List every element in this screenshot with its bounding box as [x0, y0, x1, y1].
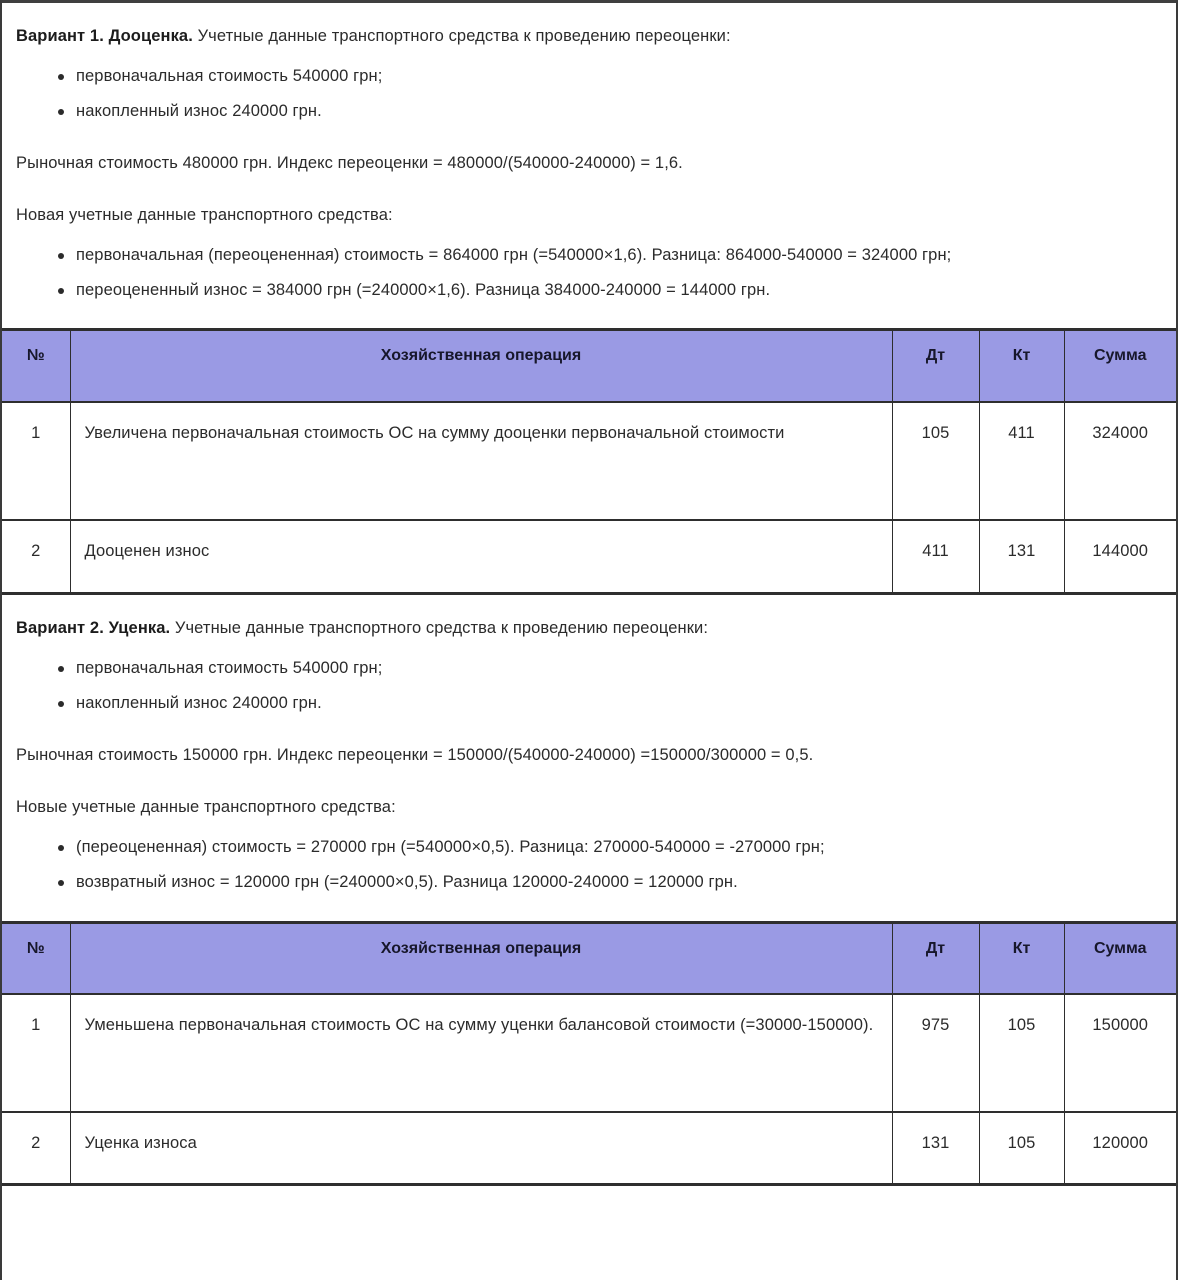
cell-debit: 975 [892, 994, 979, 1112]
variant-2-new-data-paragraph: Новые учетные данные транспортного средства: [16, 798, 396, 817]
variant-1-heading [16, 3, 1158, 49]
column-header-operation: Хозяйственная операция [70, 330, 892, 402]
variant-1-heading-rest: Учетные данные транспортного средства к проведению переоценки: [192, 27, 731, 45]
cell-sum: 324000 [1064, 402, 1176, 520]
cell-credit: 131 [979, 520, 1064, 594]
variant-2-heading-bold: Вариант 2. Уценка. [16, 619, 171, 638]
table-row [2, 1112, 1176, 1184]
variant-1-heading-bold: Вариант 1. Дооценка. [16, 27, 193, 45]
column-header-credit: Кт [979, 330, 1064, 402]
cell-debit: 131 [892, 1112, 979, 1184]
list-item: первоначальная (переоцененная) стоимость = 864000 грн (=540000×1,6). Разница: 864000-540000 = 324000 грн; [16, 244, 1158, 279]
column-header-sum: Сумма [1064, 330, 1176, 402]
cell-operation: Дооценен износ [70, 520, 892, 594]
table-header-row [2, 922, 1176, 994]
list-item: накопленный износ 240000 грн. [16, 692, 1158, 716]
variant-2-heading [16, 595, 1158, 641]
cell-credit: 105 [979, 1112, 1064, 1184]
variant-1-intro-bullets [16, 49, 1158, 124]
cell-number: 2 [2, 520, 70, 594]
cell-sum: 144000 [1064, 520, 1176, 594]
variant-1-new-bullets [16, 228, 1158, 303]
cell-operation: Увеличена первоначальная стоимость ОС на сумму дооценки первоначальной стоимости [70, 402, 892, 520]
variant-2-intro-bullets [16, 641, 1158, 716]
variant-1-operations-table [2, 328, 1176, 595]
variant-2-heading-rest: Учетные данные транспортного средства к проведению переоценки: [170, 619, 709, 638]
list-item: первоначальная стоимость 540000 грн; [16, 65, 1158, 100]
cell-number: 1 [2, 994, 70, 1112]
list-item: переоцененный износ = 384000 грн (=240000×1,6). Разница 384000-240000 = 144000 грн. [16, 279, 1158, 303]
variant-1-new-data-paragraph: Новая учетные данные транспортного средства: [16, 205, 393, 224]
table-row [2, 520, 1176, 594]
column-header-operation: Хозяйственная операция [70, 922, 892, 994]
variant-2-index-paragraph: Рыночная стоимость 150000 грн. Индекс переоценки = 150000/(540000-240000) =150000/300000 = 0,5. [16, 746, 814, 765]
cell-number: 1 [2, 402, 70, 520]
cell-operation: Уценка износа [70, 1112, 892, 1184]
list-item: возвратный износ = 120000 грн (=240000×0,5). Разница 120000-240000 = 120000 грн. [16, 871, 1158, 895]
column-header-debit: Дт [892, 922, 979, 994]
table-header-row [2, 330, 1176, 402]
cell-debit: 411 [892, 520, 979, 594]
variant-1-index-paragraph: Рыночная стоимость 480000 грн. Индекс переоценки = 480000/(540000-240000) = 1,6. [16, 153, 683, 172]
variant-2-operations-table [2, 921, 1176, 1186]
list-item: накопленный износ 240000 грн. [16, 100, 1158, 124]
spacer [2, 302, 1176, 328]
column-header-number: № [2, 330, 70, 402]
cell-operation: Уменьшена первоначальная стоимость ОС на сумму уценки балансовой стоимости (=30000-150000). [70, 994, 892, 1112]
cell-sum: 150000 [1064, 994, 1176, 1112]
list-item: первоначальная стоимость 540000 грн; [16, 657, 1158, 692]
table-row [2, 402, 1176, 520]
column-header-sum: Сумма [1064, 922, 1176, 994]
cell-credit: 411 [979, 402, 1064, 520]
variant-2-new-bullets [16, 820, 1158, 895]
spacer [2, 895, 1176, 921]
column-header-credit: Кт [979, 922, 1064, 994]
variant-1-prose [2, 3, 1176, 302]
cell-number: 2 [2, 1112, 70, 1184]
variant-2-prose [2, 595, 1176, 894]
cell-debit: 105 [892, 402, 979, 520]
table-row [2, 994, 1176, 1112]
list-item: (переоцененная) стоимость = 270000 грн (=540000×0,5). Разница: 270000-540000 = -270000 грн; [16, 836, 1158, 871]
cell-credit: 105 [979, 994, 1064, 1112]
column-header-debit: Дт [892, 330, 979, 402]
column-header-number: № [2, 922, 70, 994]
cell-sum: 120000 [1064, 1112, 1176, 1184]
